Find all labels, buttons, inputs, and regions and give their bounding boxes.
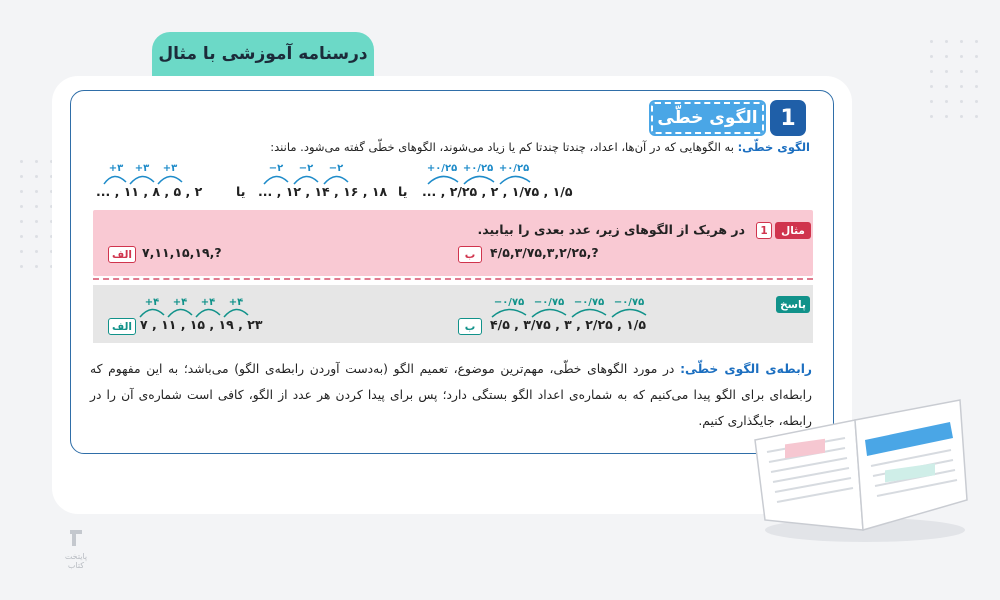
answer-b-arrows [488,295,658,319]
sequence-2: ۱۸ , ۱۶ , ۱۴ , ۱۲ , ... [258,184,388,199]
answer-b-step-1: −۰/۷۵ [493,297,525,308]
part-a-question: ۷,۱۱,۱۵,۱۹,? [142,245,222,260]
or-label-1: یا [236,184,246,199]
answer-b-step-4: −۰/۷۵ [613,297,645,308]
lesson-number: 1 [770,100,806,136]
part-b-question: ۴/۵,۳/۷۵,۳,۲/۲۵,? [490,245,599,260]
answer-part-a: ۷ , ۱۱ , ۱۵ , ۱۹ , ۲۳ [140,317,263,332]
book-illustration [745,380,975,550]
brand-logo [56,528,96,570]
seq3-arrows [422,160,552,186]
answer-part-b-label: ب [458,318,482,335]
answer-b-step-2: −۰/۷۵ [533,297,565,308]
seq1-step-2: +۳ [134,163,150,174]
sequence-3: ۱/۵ , ۱/۷۵ , ۲ , ۲/۲۵ , ... [422,184,573,199]
seq2-step-1: −۲ [268,163,284,174]
definition-text [220,140,810,154]
relation-paragraph [90,356,812,434]
sequence-1: ۲ , ۵ , ۸ , ۱۱ , ... [96,184,203,199]
part-a-label: الف [108,246,136,263]
seq1-arrows [96,160,196,186]
part-b-label: ب [458,246,482,263]
dashed-divider [93,278,813,280]
seq2-step-2: −۲ [298,163,314,174]
seq1-step-1: +۳ [108,163,124,174]
or-label-2: یا [398,184,408,199]
seq2-arrows [258,160,368,186]
answer-a-step-4: +۴ [228,297,244,308]
seq3-step-1: +۰/۲۵ [426,163,458,174]
example-box [93,210,813,276]
answer-b-step-3: −۰/۷۵ [573,297,605,308]
seq3-step-3: +۰/۲۵ [498,163,530,174]
section-tab: درسنامه آموزشی با مثال [152,32,374,76]
definition-body: به الگوهایی که در آن‌ها، اعداد، چندتا چندتا کم یا زیاد می‌شوند، الگوهای خطّی گفته می‌شود. مانند: [270,140,738,154]
seq2-step-3: −۲ [328,163,344,174]
brand-name: پایتخت کتاب [64,552,88,570]
answer-a-arrows [138,295,268,319]
example-label: مثال [775,222,811,239]
relation-keyword: رابطه‌ی الگوی خطّی: [680,362,812,376]
example-number: 1 [756,222,772,239]
answer-part-a-label: الف [108,318,136,335]
answer-a-step-1: +۴ [144,297,160,308]
lesson-title: الگوی خطّی [651,102,764,134]
answer-part-b: ۴/۵ , ۳/۷۵ , ۳ , ۲/۲۵ , ۱/۵ [490,317,646,332]
definition-keyword: الگوی خطّی: [737,140,810,154]
seq1-step-3: +۳ [162,163,178,174]
decorative-dots-right [930,40,978,118]
brand-logo-icon [66,528,86,550]
answer-a-step-3: +۴ [200,297,216,308]
relation-body: در مورد الگوهای خطّی، مهم‌ترین موضوع، تعمیم الگو (به‌دست آوردن رابطه‌ی الگو) می‌باشد؛ به این مفهوم که رابطه‌ای برای الگو پیدا می‌کنیم که به شماره‌ی اعداد الگو بستگی دارد؛ پس برای پیدا کردن هر عدد از الگو، کافی است شماره‌ی آن را در رابطه، جایگذاری کنیم. [90,362,812,428]
seq3-step-2: +۰/۲۵ [462,163,494,174]
answer-label: پاسخ [776,296,810,313]
answer-a-step-2: +۴ [172,297,188,308]
example-question: در هریک از الگوهای زیر، عدد بعدی را بیابید. [477,222,745,237]
